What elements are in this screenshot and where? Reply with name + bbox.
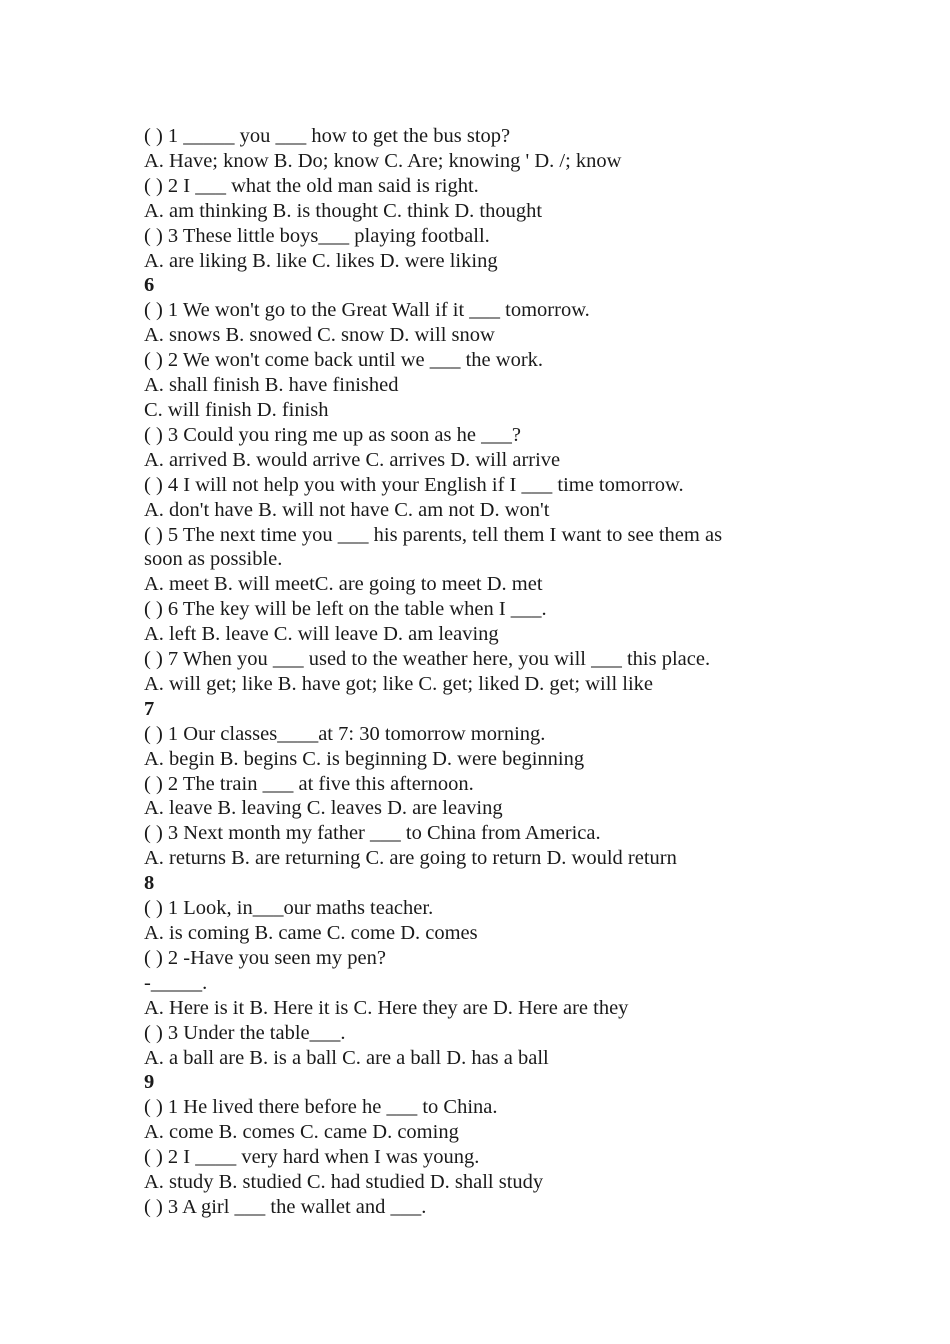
text-line: A. study B. studied C. had studied D. shall study [144, 1171, 544, 1194]
text-line: ( ) 2 I ____ very hard when I was young. [144, 1146, 480, 1169]
text-line: A. don't have B. will not have C. am not D. won't [144, 498, 550, 521]
text-line: ( ) 2 We won't come back until we ___ the work. [144, 349, 544, 372]
text-line: ( ) 2 The train ___ at five this afternoon. [144, 772, 474, 795]
text-line: ( ) 4 I will not help you with your English if I ___ time tomorrow. [144, 473, 684, 496]
text-line: ( ) 1 _____ you ___ how to get the bus stop? [144, 125, 511, 147]
text-line: A. is coming B. came C. come D. comes [144, 922, 478, 944]
text-line: A. snows B. snowed C. snow D. will snow [144, 324, 495, 347]
text-line: A. meet B. will meetC. are going to meet D. met [144, 573, 543, 596]
text-line: ( ) 1 We won't go to the Great Wall if it ___ tomorrow. [144, 299, 590, 322]
text-line: A. will get; like B. have got; like C. get; liked D. get; will like [144, 672, 654, 695]
text-line: A. come B. comes C. came D. coming [144, 1121, 459, 1144]
text-line: A. Have; know B. Do; know C. Are; knowing ' D. /; know [144, 149, 622, 172]
text-line: soon as possible. [144, 548, 283, 571]
text-line: ( ) 6 The key will be left on the table when I ___. [144, 598, 547, 621]
text-line: A. arrived B. would arrive C. arrives D. will arrive [144, 448, 561, 471]
text-line: ( ) 2 I ___ what the old man said is right. [144, 174, 479, 197]
text-line: ( ) 5 The next time you ___ his parents, tell them I want to see them as [144, 523, 723, 546]
text-line: ( ) 2 -Have you seen my pen? [144, 946, 386, 969]
text-line: A. begin B. begins C. is beginning D. were beginning [144, 747, 585, 770]
text-line: ( ) 3 A girl ___ the wallet and ___. [144, 1195, 427, 1218]
section-number: 8 [144, 872, 155, 895]
text-line: ( ) 7 When you ___ used to the weather here, you will ___ this place. [144, 648, 711, 671]
text-line: A. Here is it B. Here it is C. Here they are D. Here are they [144, 996, 629, 1019]
section-number: 7 [144, 697, 155, 720]
text-line: ( ) 3 Could you ring me up as soon as he ___? [144, 423, 521, 446]
text-line: A. returns B. are returning C. are going to return D. would return [144, 847, 677, 870]
text-line: A. shall finish B. have finished [144, 374, 399, 397]
text-line: A. left B. leave C. will leave D. am leaving [144, 623, 499, 646]
text-line: -_____. [144, 971, 208, 994]
section-number: 6 [144, 274, 155, 297]
text-line: ( ) 3 Next month my father ___ to China from America. [144, 822, 601, 845]
text-line: ( ) 1 Look, in___our maths teacher. [144, 897, 434, 920]
section-number: 9 [144, 1071, 155, 1094]
text-line: A. a ball are B. is a ball C. are a ball D. has a ball [144, 1046, 549, 1069]
text-line: A. am thinking B. is thought C. think D. thought [144, 199, 543, 222]
text-line: A. are liking B. like C. likes D. were liking [144, 249, 498, 272]
text-line: ( ) 1 Our classes____at 7: 30 tomorrow morning. [144, 722, 546, 745]
text-line: ( ) 1 He lived there before he ___ to China. [144, 1096, 498, 1119]
text-line: ( ) 3 Under the table___. [144, 1021, 346, 1044]
text-line: ( ) 3 These little boys___ playing football. [144, 224, 490, 247]
exercise-text [144, 124, 794, 1220]
text-line: A. leave B. leaving C. leaves D. are leaving [144, 797, 503, 820]
text-line: C. will finish D. finish [144, 398, 329, 421]
